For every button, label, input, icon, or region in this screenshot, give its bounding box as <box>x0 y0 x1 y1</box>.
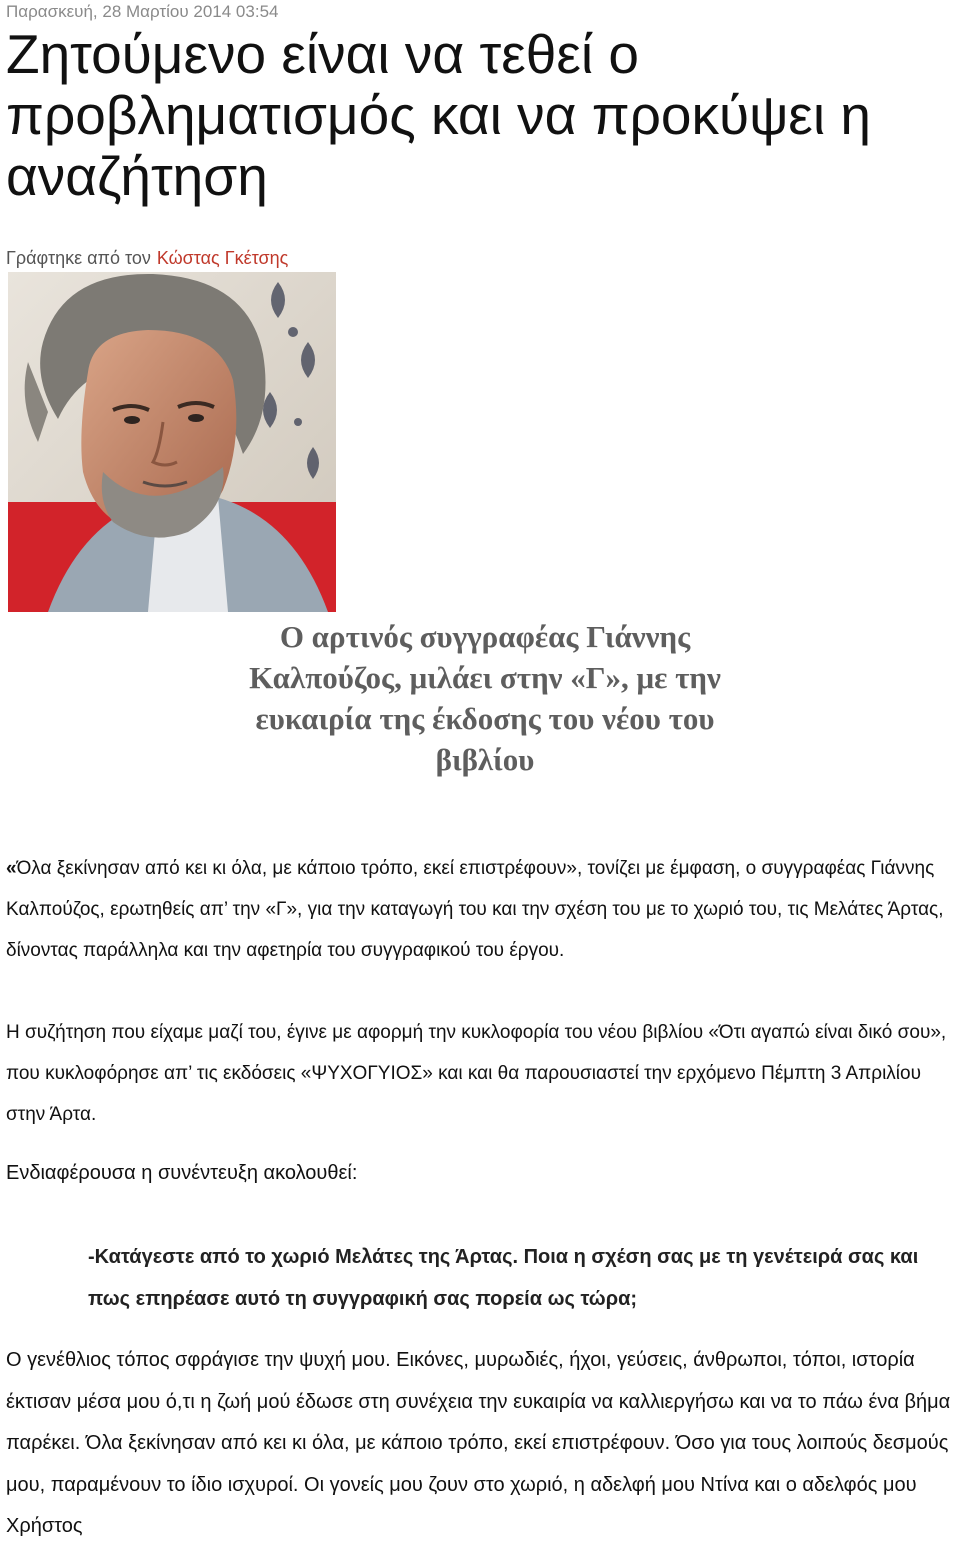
portrait-image <box>8 272 336 612</box>
article-title: Ζητούμενο είναι να τεθεί ο προβληματισμός και να προκύψει η αναζήτηση <box>6 23 871 207</box>
author-photo <box>8 272 336 612</box>
paragraph-transition: Ενδιαφέρουσα η συνέντευξη ακολουθεί: <box>6 1162 358 1184</box>
article-date: Παρασκευή, 28 Μαρτίου 2014 03:54 <box>6 2 279 21</box>
byline <box>6 248 288 269</box>
author-link[interactable]: Κώστας Γκέτσης <box>156 248 289 268</box>
paragraph-intro <box>6 848 956 971</box>
paragraph-context: Η συζήτηση που είχαμε μαζί του, έγινε με αφορμή την κυκλοφορία του νέου βιβλίου «Ότι αγαπώ είναι δικό σου», που κυκλοφόρησε απ’ τις εκδόσεις «ΨΥΧΟΓΥΙΟΣ» και και θα παρουσιαστεί την ερχόμενο Πέμπτη 3 Απριλίου στην Άρτα. <box>6 1022 947 1125</box>
opening-quote-mark: « <box>6 858 17 879</box>
interview-answer: Ο γενέθλιος τόπος σφράγισε την ψυχή μου. Εικόνες, μυρωδιές, ήχοι, γεύσεις, άνθρωποι, τόποι, ιστορία έκτισαν μέσα μου ό,τι η ζωή μού έδωσε στη συνέχεια την ευκαιρία να καλλιεργήσω και να το πάω ένα βήμα παρέκει. Όλα ξεκίνησαν από κει κι όλα, με κάποιο τρόπο, εκεί επιστρέφουν. Όσο για τους λοιπούς δεσμούς μου, παραμένουν το ίδιο ισχυροί. Οι γονείς μου ζουν στο χωριό, η αδελφή μου Ντίνα και ο αδελφός μου Χρήστος <box>6 1349 951 1537</box>
byline-prefix: Γράφτηκε από τον <box>6 248 151 268</box>
paragraph-intro-text: Όλα ξεκίνησαν από κει κι όλα, με κάποιο τρόπο, εκεί επιστρέφουν», τονίζει με έμφαση, ο συγγραφέας Γιάννης Καλπούζος, ερωτηθείς απ’ την «Γ», για την καταγωγή του και την σχέση του με το χωριό του, τις Μελάτες Άρτας, δίνοντας παράλληλα και την αφετηρία του συγγραφικού του έργου. <box>6 858 944 961</box>
interview-question: -Κατάγεστε από το χωριό Μελάτες της Άρτας. Ποια η σχέση σας με τη γενέτειρά σας και πως επηρέασε αυτό τη συγγραφική σας πορεία ως τώρα; <box>88 1246 919 1310</box>
article-subtitle: Ο αρτινός συγγραφέας Γιάννης Καλπούζος, μιλάει στην «Γ», με την ευκαιρία της έκδοσης του νέου του βιβλίου <box>249 619 721 777</box>
